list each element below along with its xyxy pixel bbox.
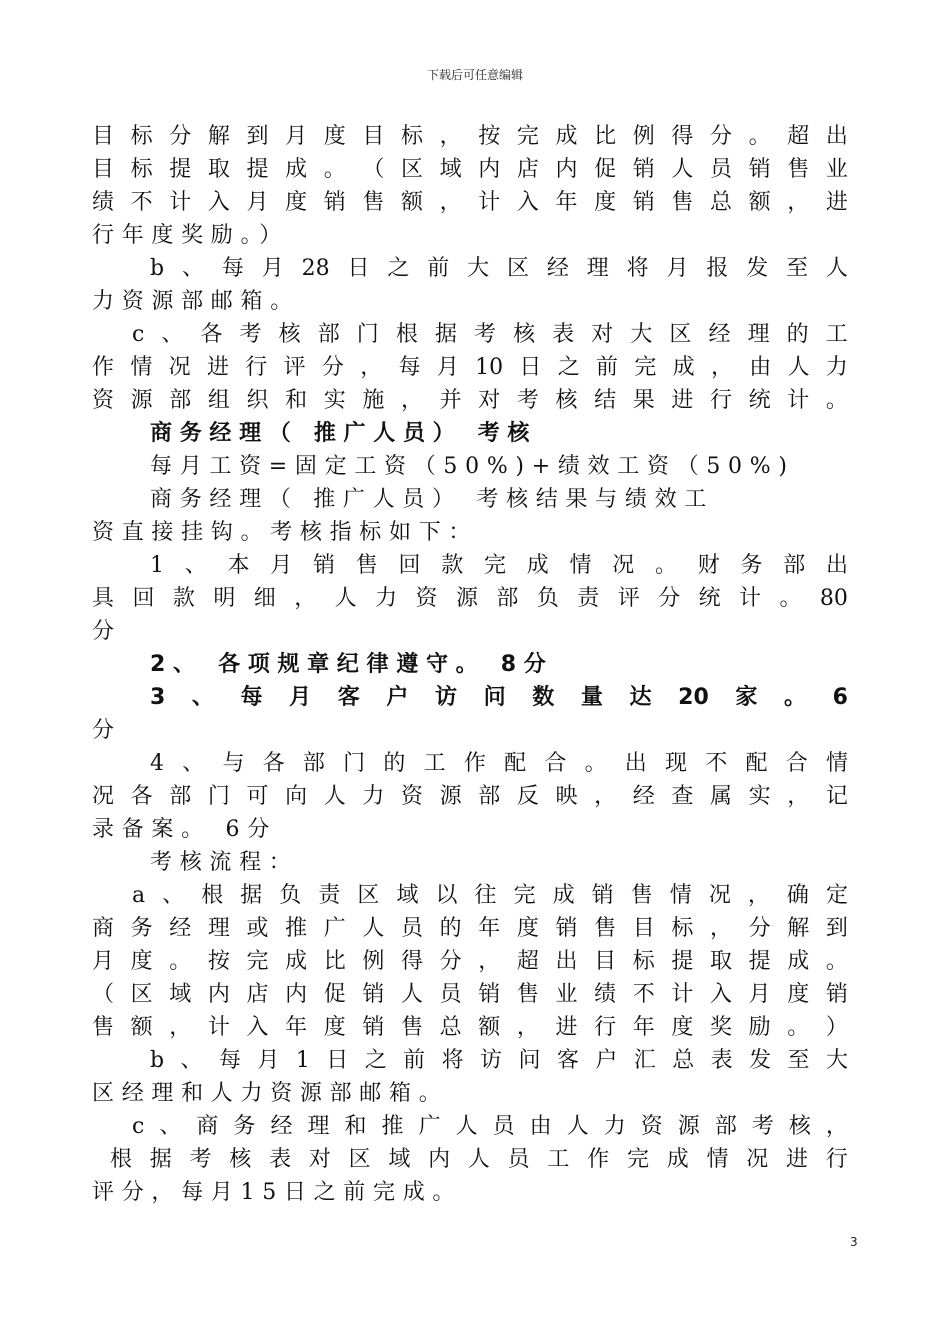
page-number: 3 xyxy=(850,1235,858,1249)
text-line: 商务经理（ 推广人员） 考核结果与绩效工 xyxy=(150,487,714,512)
text-line: 资直接挂钩。考核指标如下： xyxy=(92,520,479,545)
text-line: （ 区 域 内 店 内 促 销 人 员 销 售 业 绩 不 计 入 月 度 销 xyxy=(92,982,848,1007)
text-line: 评分，每月15日之前完成。 xyxy=(92,1180,463,1205)
text-line: 1 、 本 月 销 售 回 款 完 成 情 况 。 财 务 部 出 xyxy=(150,553,848,578)
text-line: 力资源部邮箱。 xyxy=(92,289,300,314)
text-line: 录备案。 6分 xyxy=(92,817,277,842)
text-line: 2、 各项规章纪律遵守。 8分 xyxy=(150,652,554,677)
text-line: 具 回 款 明 细 ， 人 力 资 源 部 负 责 评 分 统 计 。 80 xyxy=(92,586,848,611)
text-line: 目 标 提 取 提 成 。 （ 区 域 内 店 内 促 销 人 员 销 售 业 xyxy=(92,157,848,182)
text-line: 售 额 ， 计 入 年 度 销 售 总 额 ， 进 行 年 度 奖 励 。 ） xyxy=(92,1015,848,1040)
text-line: 作 情 况 进 行 评 分 ， 每 月 10 日 之 前 完 成 ， 由 人 力 xyxy=(92,355,848,380)
text-line: 3 、 每 月 客 户 访 问 数 量 达 20 家 。 6 xyxy=(150,685,848,710)
text-line: b 、 每 月 28 日 之 前 大 区 经 理 将 月 报 发 至 人 xyxy=(150,256,848,281)
text-line: 区经理和人力资源部邮箱。 xyxy=(92,1081,449,1106)
text-line: 绩 不 计 入 月 度 销 售 额 ， 计 入 年 度 销 售 总 额 ， 进 xyxy=(92,190,848,215)
text-line: 4 、 与 各 部 门 的 工 作 配 合 。 出 现 不 配 合 情 xyxy=(150,751,848,776)
text-line: c 、 商 务 经 理 和 推 广 人 员 由 人 力 资 源 部 考 核 ， xyxy=(132,1114,848,1139)
document-body xyxy=(92,120,848,1209)
text-line: 分 xyxy=(92,718,122,743)
text-line: 分 xyxy=(92,619,122,644)
text-line: 商务经理（ 推广人员） 考核 xyxy=(150,421,538,446)
text-line: c 、 各 考 核 部 门 根 据 考 核 表 对 大 区 经 理 的 工 xyxy=(132,322,848,347)
text-line: 考核流程： xyxy=(150,850,299,875)
text-line: 根 据 考 核 表 对 区 域 内 人 员 工 作 完 成 情 况 进 行 xyxy=(110,1147,848,1172)
text-line: 月 度 。 按 完 成 比 例 得 分 ， 超 出 目 标 提 取 提 成 。 xyxy=(92,949,848,974)
page-header: 下载后可任意编辑 xyxy=(426,68,523,82)
text-line: 行年度奖励。） xyxy=(92,223,289,248)
text-line: 况 各 部 门 可 向 人 力 资 源 部 反 映 ， 经 查 属 实 ， 记 xyxy=(92,784,848,809)
text-line: 每月工资=固定工资（50%)+绩效工资（50%) xyxy=(150,454,795,479)
text-line: b 、 每 月 1 日 之 前 将 访 问 客 户 汇 总 表 发 至 大 xyxy=(150,1048,848,1073)
text-line: 资 源 部 组 织 和 实 施 ， 并 对 考 核 结 果 进 行 统 计 。 xyxy=(92,388,848,413)
text-line: 商 务 经 理 或 推 广 人 员 的 年 度 销 售 目 标 ， 分 解 到 xyxy=(92,916,848,941)
text-line: a 、 根 据 负 责 区 域 以 往 完 成 销 售 情 况 ， 确 定 xyxy=(132,883,848,908)
text-line: 目 标 分 解 到 月 度 目 标 ， 按 完 成 比 例 得 分 。 超 出 xyxy=(92,124,848,149)
